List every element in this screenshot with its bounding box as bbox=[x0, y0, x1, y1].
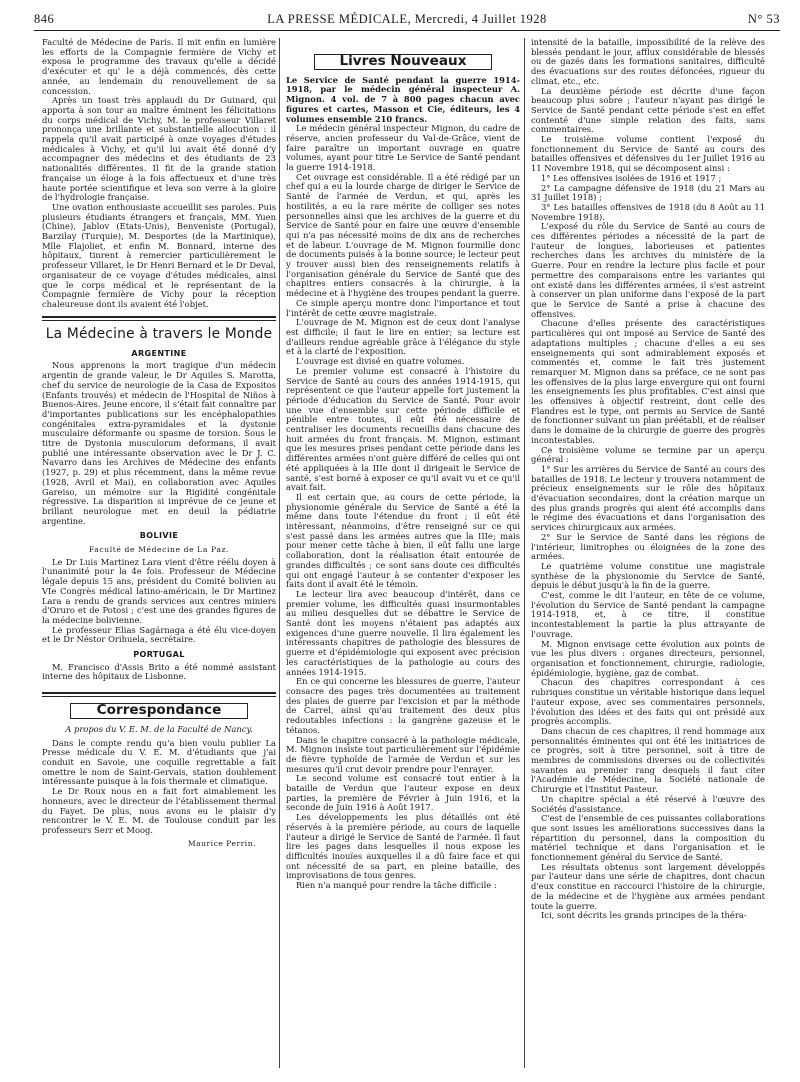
section-rule bbox=[42, 696, 276, 697]
list-item: 1° Les offensives isolées de 1916 et 1917 ; bbox=[541, 172, 722, 183]
section-rule bbox=[42, 316, 276, 318]
journal-title: LA PRESSE MÉDICALE, Mercredi, 4 Juillet 1928 bbox=[267, 12, 547, 26]
paragraph: Le professeur Elias Sagárnaga a été élu vice-doyen et le Dr Néstor Orihuela, secrétaire. bbox=[42, 624, 276, 645]
paragraph: Dans le chapitre consacré à la pathologie médicale, M. Mignon insiste tout particulièrement sur l'épidémie de fièvre typhoïde de l'armée de Verdun et sur les mesures qu'il crut devoir prendre pour l'enrayer. bbox=[286, 734, 520, 774]
section-title: Correspondance bbox=[70, 703, 248, 719]
paragraph: Une ovation enthousiaste accueillit ses paroles. Puis plusieurs étudiants étrangers et français, MM. Yuen (Chine), Jablov (Etats-Unis), Benveniste (Portugal), Barzilay (Turquie), M. Desportes (de la Martinique), Mlle Flajoliet, et enfin M. Bonnard, interne des hôpitaux, tinrent à remercier particulièrement le professeur Villaret, le Dr Henri Bernard et le Dr Deval, organisateur de ce voyage d'études médicales, ainsi que le corps médical et le représentant de la Compagnie fermière de Vichy pour la réception chaleureuse dont ils avaient été l'objet. bbox=[42, 201, 276, 309]
paragraph: M. Francisco d'Assis Brito a été nommé assistant interne des hôpitaux de Lisbonne. bbox=[42, 661, 276, 682]
section-title: Livres Nouveaux bbox=[314, 54, 492, 70]
list-item: 2° Sur le Service de Santé dans les régions de l'intérieur, limitrophes ou éloignées de la zone des armées. bbox=[531, 531, 765, 562]
section-rule bbox=[42, 692, 276, 694]
paragraph: Dans chacun de ces chapitres, il rend hommage aux personnalités éminentes qui ont été les initiatrices de ce progrès, soit à titre personnel, soit à titre de membres de commissions diverses ou de collectivités savantes au premier rang desquels il faut citer l'Académie de Médecine, la Société nationale de Chirurgie et l'Institut Pasteur. bbox=[531, 725, 765, 795]
header-rule bbox=[34, 30, 780, 31]
paragraph: Le second volume est consacré tout entier à la bataille de Verdun que l'auteur expose en deux parties, la première de Février à Juin 1916, et la seconde de Juin 1916 à Août 1917. bbox=[286, 773, 520, 813]
paragraph: Ici, sont décrits les grands principes de la théra- bbox=[541, 910, 747, 921]
column-3 bbox=[531, 38, 765, 921]
paragraph: Le quatrième volume constitue une magistrale synthèse de la physionomie du Service de Santé, depuis le début jusqu'à la fin de la guerre. bbox=[531, 560, 765, 591]
column-divider bbox=[279, 38, 280, 1068]
section-title: La Médecine à travers le Monde bbox=[45, 325, 273, 342]
paragraph: Ce troisième volume se termine par un aperçu général : bbox=[531, 444, 765, 465]
issue-number: N° 53 bbox=[747, 12, 780, 26]
paragraph: Un chapitre spécial a été réservé à l'œuvre des Sociétés d'assistance. bbox=[531, 793, 765, 814]
paragraph: En ce qui concerne les blessures de guerre, l'auteur consacre des pages très documentées au traitement des plaies de guerre par l'excision et par la méthode de Carrel, ainsi qu'au traitement des deux plus redoutables infections : la gangrène gazeuse et le tétanos. bbox=[286, 676, 520, 735]
column-divider bbox=[524, 38, 525, 1068]
subject-line: A propos du V. E. M. de la Faculté de Nancy. bbox=[65, 723, 253, 734]
paragraph: L'ouvrage de M. Mignon est de ceux dont l'analyse est difficile; il faut le lire en entier; sa lecture est d'ailleurs rendue agréable grâce à l'élégance du style et à la clarté de l'exposition. bbox=[286, 317, 520, 357]
paragraph: Nous apprenons la mort tragique d'un médecin argentin de grande valeur, le Dr Aquiles S. Marotta, chef du service de neurologie de la Casa de Expositos (Enfants trouvés) et médecin de l'Hospital de Niños à Buenos-Aires. Jeune encore, il s'était fait connaître par d'importantes publications sur les encéphalopathies congénitales extra-pyramidales et la dystonie musculaire déformante ou spasme de torsion. Sous le titre de Dystonia musculorum deformans, il avait publié une intéressante observation avec le Dr J. C. Navarro dans les Archives de Médecine des enfants (1927, p. 29) et plus récemment, dans la même revue (1928, Avril et Mai), en collaboration avec Aquiles Gareiso, un mémoire sur la Rigidité congénitale régressive. La disparition si imprévue de ce jeune et brillant neurologue met en deuil la pédiatrie argentine. bbox=[42, 360, 276, 526]
page-number: 846 bbox=[34, 12, 55, 26]
paragraph: Rien n'a manqué pour rendre la tâche difficile : bbox=[296, 880, 497, 891]
paragraph: intensité de la bataille, impossibilité de la relève des blessés pendant le jour, afflux considérable de blessés ou de gazés dans les formations sanitaires, difficulté des évacuations sur des routes défoncées, rigueur du climat, etc., etc. bbox=[531, 37, 765, 86]
list-item: 3° Les batailles offensives de 1918 (du 8 Août au 11 Novembre 1918). bbox=[531, 201, 765, 222]
column-1 bbox=[42, 38, 276, 848]
country-heading: PORTUGAL bbox=[133, 650, 185, 660]
paragraph: Le troisième volume contient l'exposé du fonctionnement du Service de Santé au cours des batailles offensives et défensives du 1er Juillet 1916 au 11 Novembre 1918, qui se décomposent ainsi : bbox=[531, 134, 765, 174]
subheading: Faculté de Médecine de La Paz. bbox=[88, 545, 230, 555]
paragraph: Chacun des chapitres correspondant à ces rubriques constitue un véritable historique dans lequel l'auteur expose, avec ses commentaires personnels, l'évolution des idées et des faits qui ont présidé aux progrès accomplis. bbox=[531, 677, 765, 727]
page-header bbox=[34, 8, 780, 30]
paragraph: L'ouvrage est divisé en quatre volumes. bbox=[296, 356, 465, 367]
list-item: 1° Sur les arrières du Service de Santé au cours des batailles de 1918. Le lecteur y trouvera notamment de précieux enseignements sur le rôle des hôpitaux d'évacuation secondaires, dont la création marque un des plus grands progrès qui aient été accomplis dans le régime des évacuations et dans l'organisation des services chirurgicaux aux armées. bbox=[531, 463, 765, 533]
paragraph: Le Dr Roux nous en a fait fort aimablement les honneurs, avec le directeur de l'établissement thermal du Fayet. De plus, nous avons eu le plaisir d'y rencontrer le V. E. M. de Toulouse conduit par les professeurs Serr et Moog. bbox=[42, 786, 276, 835]
paragraph: Les résultats obtenus sont largement développés par l'auteur dans une série de chapitres, dont chacun d'eux constitue en raccourci l'histoire de la chirurgie, de la médecine et de l'hygiène aux armées pendant toute la guerre. bbox=[531, 861, 765, 911]
paragraph: C'est, comme le dit l'auteur, en tête de ce volume, l'évolution du Service de Santé pendant la campagne 1914-1918, et, à ce titre, il constitue incontestablement la partie la plus attrayante de l'ouvrage. bbox=[531, 590, 765, 639]
paragraph: M. Mignon envisage cette évolution aux points de vue les plus divers : organes directeurs, personnel, organisation et fonctionnement, chirurgie, radiologie, épidémiologie, hygiène, gaz de combat. bbox=[531, 638, 765, 678]
paragraph: Après un toast très applaudi du Dr Guinard, qui apporta à son tour au maître éminent les félicitations du corps médical de Vichy, M. le professeur Villaret prononça une brillante et substantielle allocution : il rappela qu'il avait participé à onze voyages d'études médicales à Vichy, et qu'il lui avait été donné d'y accompagner des médecins et des étudiants de 23 nationalités différentes. Il fit de la grande station française un éloge à la fois affectueux et d'une très haute portée scientifique et leva son verre à la gloire de l'hydrologie française. bbox=[42, 95, 276, 203]
paragraph: Ce simple aperçu montre donc l'importance et tout l'intérêt de cette œuvre magistrale. bbox=[286, 297, 520, 318]
paragraph: Le lecteur lira avec beaucoup d'intérêt, dans ce premier volume, les difficultés quasi insurmontables au milieu desquelles dut se débattre le Service de Santé dont les moyens n'étaient pas adaptés aux exigences d'une guerre nouvelle. Il lira également les intéressants chapitres de pathologie des blessures de guerre et d'épidémiologie qui exposent avec précision les caractéristiques de la pathologie au cours des années 1914-1915. bbox=[286, 588, 520, 677]
paragraph: L'exposé du rôle du Service de Santé au cours de ces différentes périodes a nécessité de la part de l'auteur de longues, laborieuses et patientes recherches dans les archives du ministère de la Guerre. Pour en rendre la lecture plus facile et pour permettre des comparaisons entre les variantes qui ont existé dans les différentes armées, il s'est astreint à conserver un plan uniforme dans l'exposé de la part que le Service de Santé a prise à chacune des offensives. bbox=[531, 221, 765, 319]
paragraph: Le premier volume est consacré à l'histoire du Service de Santé au cours des années 1914-1915, qui représentent ce que l'auteur appelle fort justement la période d'éducation du Service de Santé. Pour avoir une vue d'ensemble sur cette période difficile et pénible entre toutes, il eût été nécessaire de centraliser les documents recueillis dans chacune des huit armées du front français. M. Mignon, estimant que les mesures prises pendant cette période dans les différentes armées n'ont guère différé de celles qui ont été appliquées à la IIIe dont il dirigeait le Service de santé, s'est borné à exposer ce qu'il avait vu et ce qu'il avait fait. bbox=[286, 365, 520, 493]
paragraph: Chacune d'elles présente des caractéristiques particulières qui ont imposé au Service de Santé des adaptations multiples ; chacune d'elles a eu ses enseignements qui sont admirablement exposés et commentés et, comme le fait très justement remarquer M. Mignon dans sa préface, ce ne sont pas les offensives de la plus large envergure qui ont fourni les enseignements les plus profitables. C'est ainsi que les offensives à objectif restreint, dont celle des Flandres est le type, ont permis au Service de Santé de fonctionner suivant un plan préétabli, et de réaliser dans le domaine de la chirurgie de guerre des progrès incontestables. bbox=[531, 318, 765, 445]
paragraph: Le Dr Luis Martinez Lara vient d'être réélu doyen à l'unanimité pour la 4e fois. Professeur de Médecine légale depuis 15 ans, président du Comité bolivien au VIe Congrès médical latino-américain, le Dr Martinez Lara a rendu de grands services aux centres miniers d'Oruro et de Potosi ; c'est une des grandes figures de la médecine bolivienne. bbox=[42, 556, 276, 625]
column-2 bbox=[286, 38, 520, 891]
country-heading: ARGENTINE bbox=[131, 348, 187, 358]
book-reference: Le Service de Santé pendant la guerre 1914-1918, par le médecin général inspecteur A. Mignon. 4 vol. de 7 à 800 pages chacun avec figures et cartes, Masson et Cie, éditeurs, les 4 volumes ensemble 210 francs. bbox=[286, 74, 520, 124]
paragraph: Les développements les plus détaillés ont été réservés à la première période, au cours de laquelle l'auteur a dirigé le Service de Santé de l'armée. Il faut lire les pages dans lesquelles il nous expose les difficultés inouïes auxquelles il a dû faire face et qui ont nécessité de sa part, en pleine bataille, des improvisations de tous genres. bbox=[286, 812, 520, 881]
paragraph: Cet ouvrage est considérable. Il a été rédigé par un chef qui a eu la lourde charge de diriger le Service de Santé de l'armée de Verdun, et qui, après les hostilités, a eu la rare mérite de colliger ses notes personnelles ainsi que les archives de la guerre et du Service de Santé pour en faire une œuvre d'ensemble qui n'a pas nécessité moins de dix ans de recherches et de labeur. L'ouvrage de M. Mignon fourmille donc de documents puisés à la bonne source; le lecteur peut y trouver aussi bien des renseignements relatifs à l'organisation générale du Service de Santé que des chapitres entiers consacrés à la chirurgie, à la médecine et à l'hygiène des troupes pendant la guerre. bbox=[286, 171, 520, 299]
paragraph: Il est certain que, au cours de cette période, la physionomie générale du Service de Santé a été la même dans toute l'étendue du front ; il eût été intéressant, néanmoins, d'être renseigné sur ce qui s'est passé dans les armées autres que la IIIe; mais pour mener cette tâche à bien, il eût fallu une large collaboration, dont la réalisation était entourée de grandes difficultés ; ce sont sans doute ces difficultés qui ont engagé l'auteur à se contenter d'exposer les faits dont il avait été le témoin. bbox=[286, 491, 520, 590]
paragraph: Dans le compte rendu qu'a bien voulu publier La Presse médicale du V. E. M. d'étudiants que j'ai conduit en Savoie, une coquille regrettable a fait omettre le nom de Saint-Gervais, station doublement intéressante puisque à la fois thermale et climatique. bbox=[42, 737, 276, 787]
signature: Maurice Perrin. bbox=[187, 838, 256, 848]
paragraph: Le médecin général inspecteur Mignon, du cadre de réserve, ancien professeur du Val-de-Grâce, vient de faire paraître un important ouvrage en quatre volumes, ayant pour titre Le Service de Santé pendant la guerre 1914-1918. bbox=[286, 123, 520, 173]
list-item: 2° La campagne défensive de 1918 (du 21 Mars au 31 Juillet 1918) ; bbox=[531, 182, 765, 203]
paragraph: La deuxième période est décrite d'une façon beaucoup plus sobre ; l'auteur n'ayant pas dirigé le Service de Santé pendant cette période s'est en effet contenté d'une simple relation des faits, sans commentaires. bbox=[531, 85, 765, 135]
section-rule bbox=[42, 320, 276, 321]
paragraph: C'est de l'ensemble de ces puissantes collaborations que sont issues les améliorations successives dans la répartition du personnel, dans la composition du matériel technique et dans l'organisation et le fonctionnement général du Service de Santé. bbox=[531, 813, 765, 863]
country-heading: BOLIVIE bbox=[139, 531, 179, 541]
paragraph: Faculté de Médecine de Paris. Il mit enfin en lumière les efforts de la Compagnie fermière de Vichy et exposa le programme des travaux qu'elle a décidé d'exécuter et qu' le a déjà commencés, dès cette année, au lendemain du renouvellement de sa concession. bbox=[42, 37, 276, 96]
